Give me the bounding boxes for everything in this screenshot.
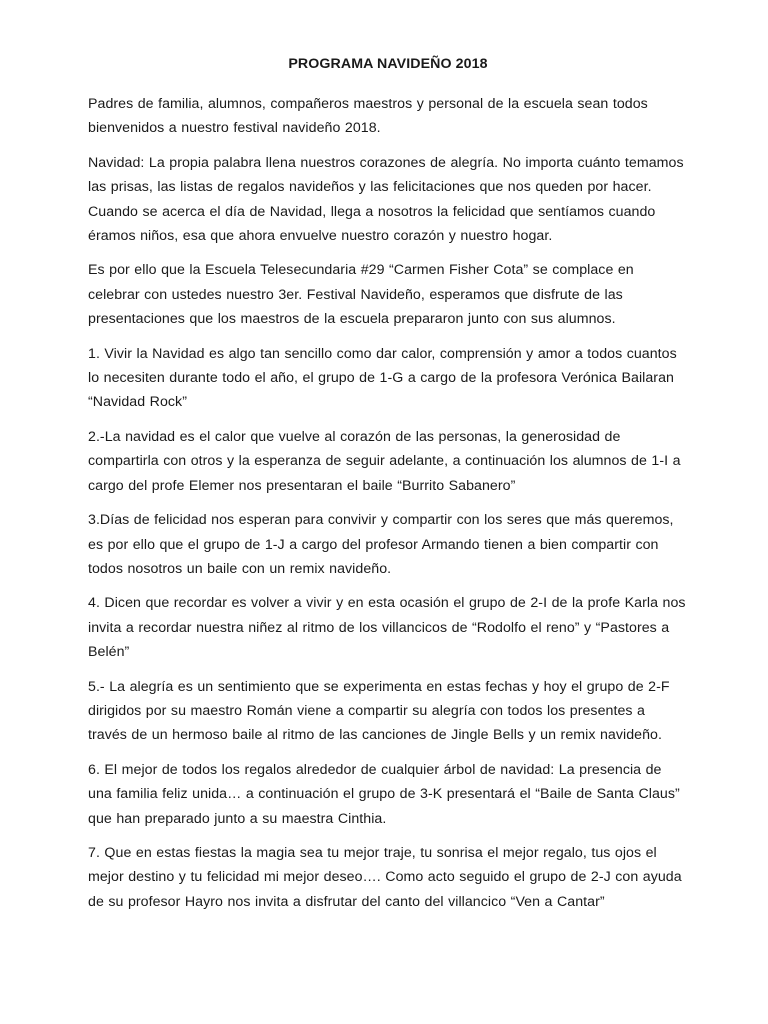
program-item-6: 6. El mejor de todos los regalos alrededor de cualquier árbol de navidad: La presencia de una familia feliz unida… a continuación el grupo de 3-K presentará el “Baile de Santa Claus” que han preparado junto a su maestra Cinthia. — [88, 761, 680, 827]
program-item-2: 2.-La navidad es el calor que vuelve al corazón de las personas, la generosidad de compartirla con otros y la esperanza de seguir adelante, a continuación los alumnos de 1-I a cargo del profe Elemer nos presentaran el baile “Burrito Sabanero” — [88, 428, 681, 494]
program-item-5: 5.- La alegría es un sentimiento que se experimenta en estas fechas y hoy el grupo de 2-F dirigidos por su maestro Román viene a compartir su alegría con todos los presentes a través de un hermoso baile al ritmo de las canciones de Jingle Bells y un remix navideño. — [88, 678, 670, 744]
program-item-4: 4. Dicen que recordar es volver a vivir y en esta ocasión el grupo de 2-I de la profe Karla nos invita a recordar nuestra niñez al ritmo de los villancicos de “Rodolfo el reno” y “Pastores a Belén” — [88, 595, 686, 661]
paragraph-navidad: Navidad: La propia palabra llena nuestros corazones de alegría. No importa cuánto temamos las prisas, las listas de regalos navideños y las felicitaciones que nos queden por hacer. Cuando se acerca el día de Navidad, llega a nosotros la felicidad que sentíamos cuando éramos niños, esa que ahora envuelve nuestro corazón y nuestro hogar. — [88, 154, 684, 245]
program-item-3: 3.Días de felicidad nos esperan para convivir y compartir con los seres que más queremos, es por ello que el grupo de 1-J a cargo del profesor Armando tienen a bien compartir con todos nosotros un baile con un remix navideño. — [88, 512, 674, 577]
paragraph-welcome: Padres de familia, alumnos, compañeros maestros y personal de la escuela sean todos bienvenidos a nuestro festival navideño 2018. — [88, 96, 648, 137]
program-item-1: 1. Vivir la Navidad es algo tan sencillo como dar calor, comprensión y amor a todos cuantos lo necesiten durante todo el año, el grupo de 1-G a cargo de la profesora Verónica Bailaran “Navidad Rock” — [88, 345, 677, 411]
paragraph-school: Es por ello que la Escuela Telesecundaria #29 “Carmen Fisher Cota” se complace en celebrar con ustedes nuestro 3er. Festival Navideño, esperamos que disfrute de las presentaciones que los maestros de la escuela prepararon junto con sus alumnos. — [88, 262, 634, 328]
document-title: PROGRAMA NAVIDEÑO 2018 — [288, 56, 488, 72]
program-item-7: 7. Que en estas fiestas la magia sea tu mejor traje, tu sonrisa el mejor regalo, tus ojos el mejor destino y tu felicidad mi mejor deseo…. Como acto seguido el grupo de 2-J con ayuda de su profesor Hayro nos invita a disfrutar del canto del villancico “Ven a Cantar” — [88, 844, 682, 910]
document-page — [88, 52, 688, 924]
